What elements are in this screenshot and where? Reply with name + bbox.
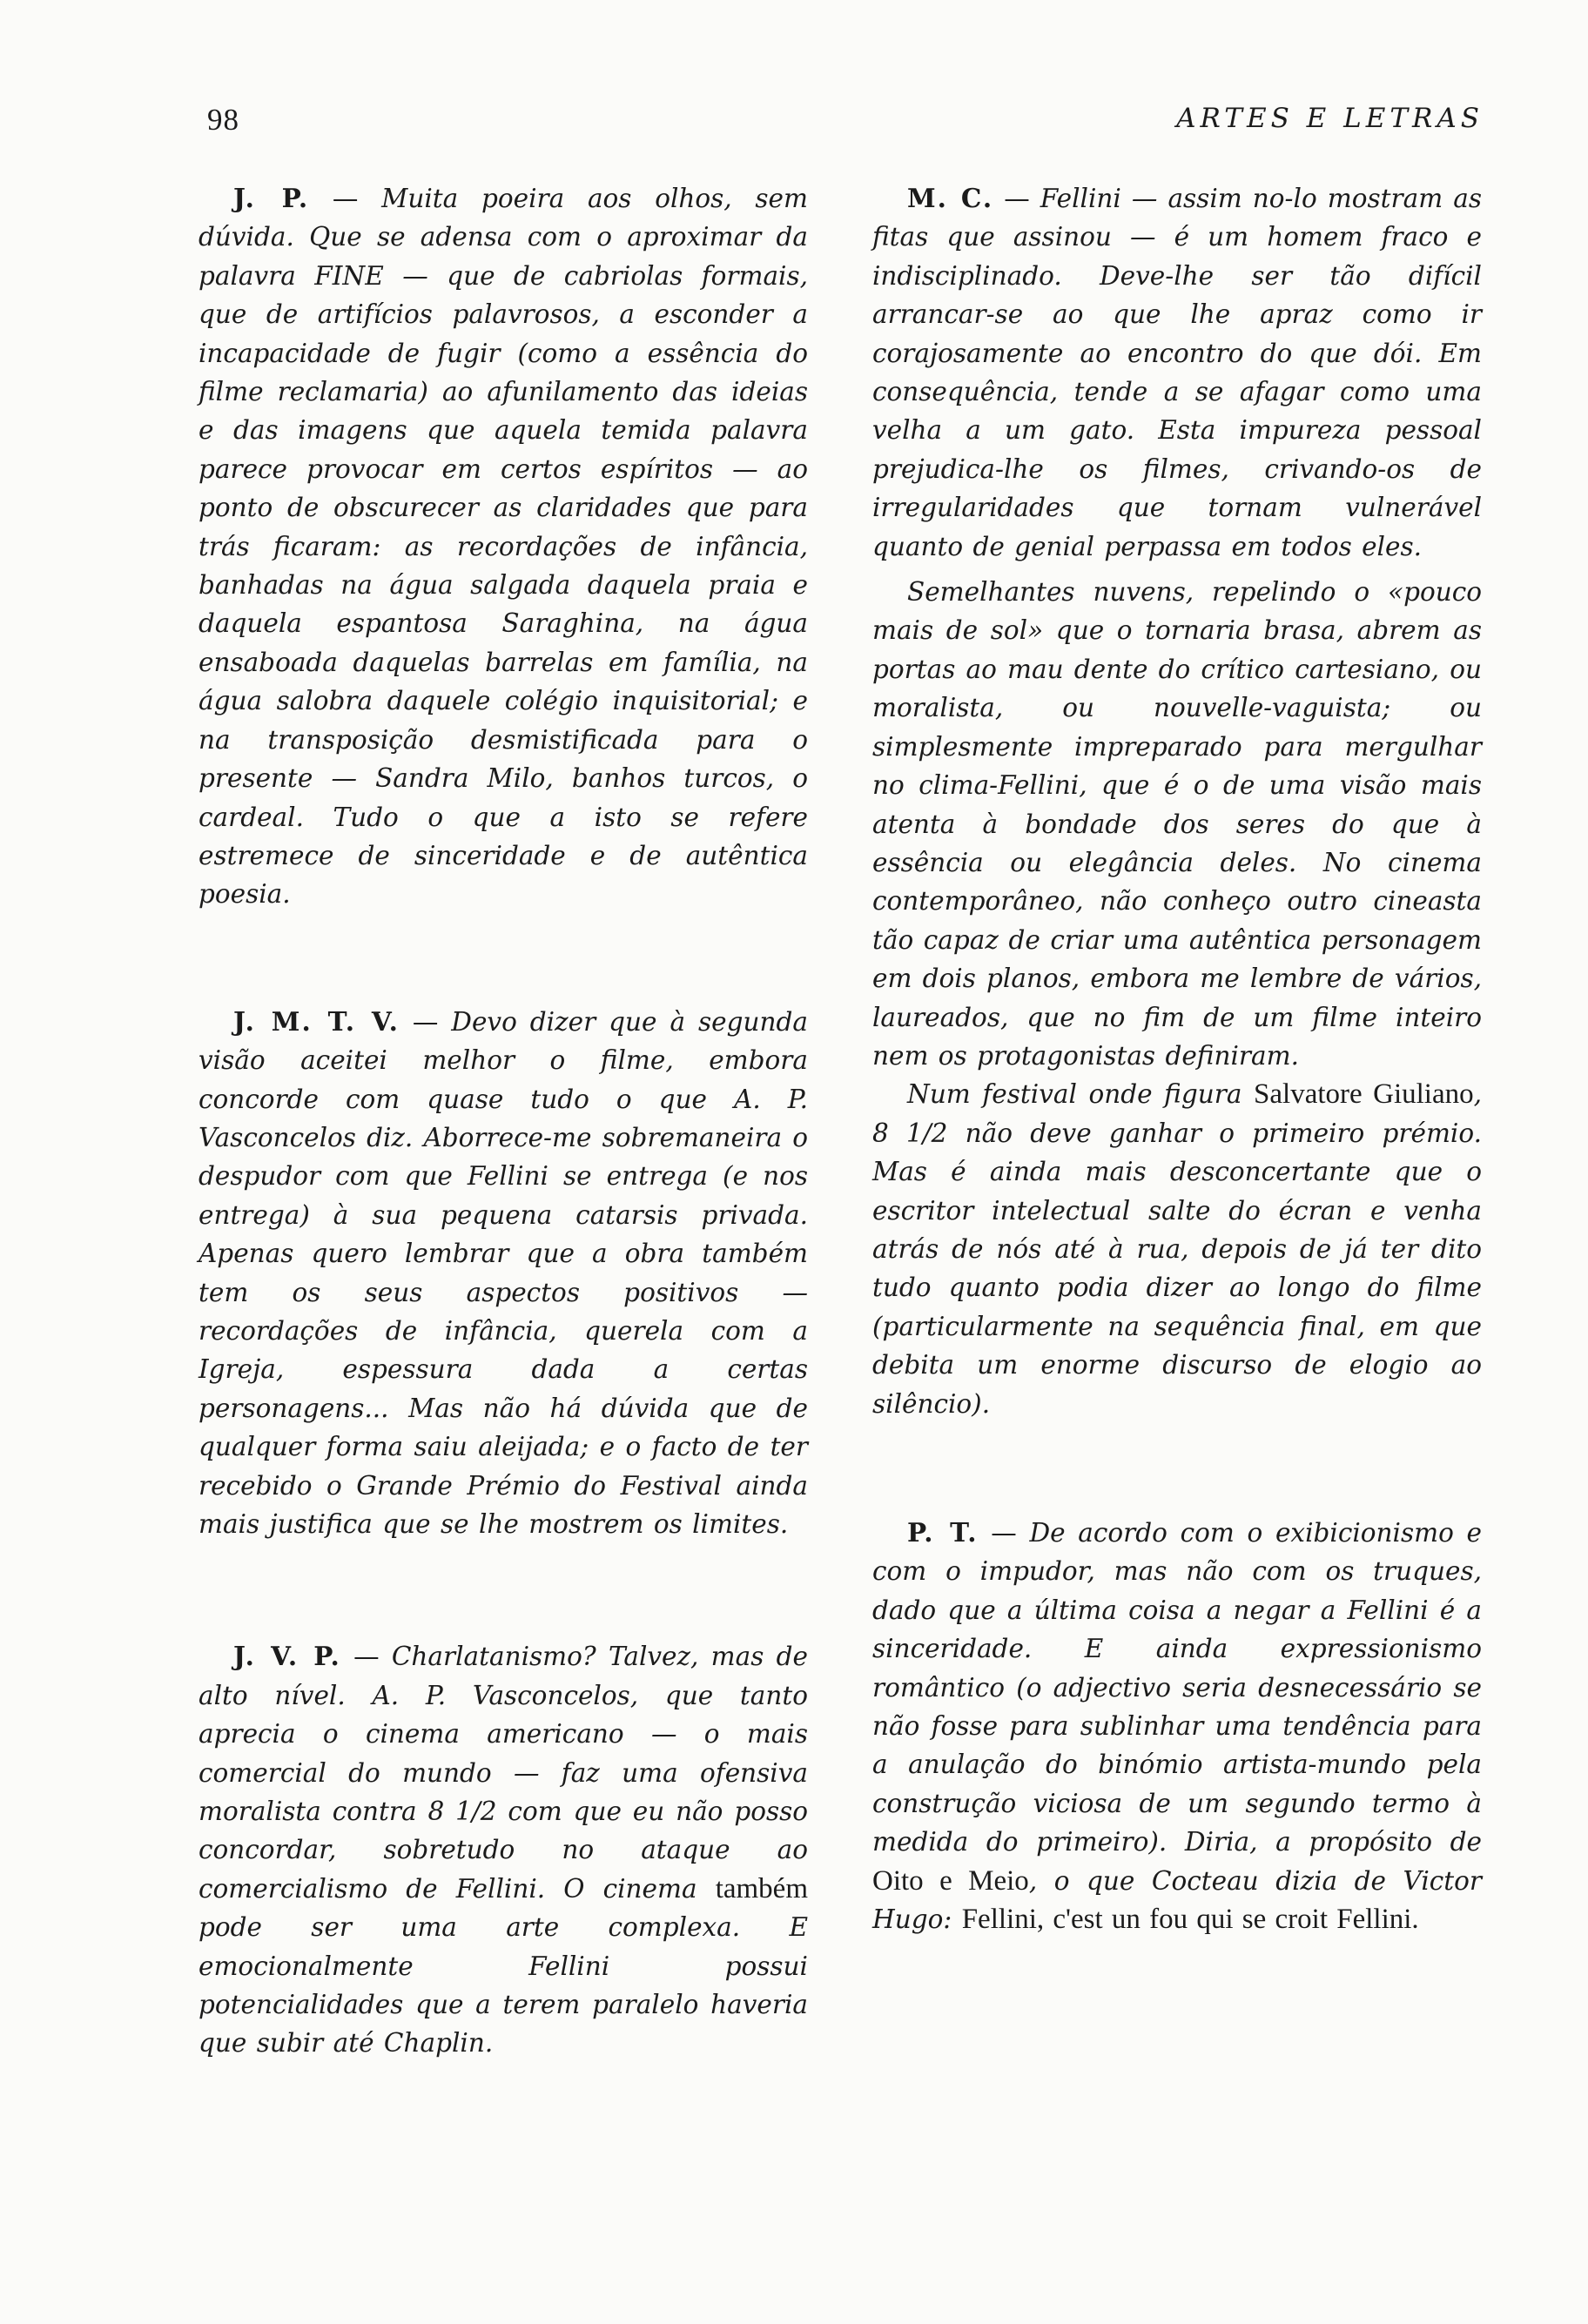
quote-roman: Fellini, c'est un fou qui se croit Fellini. — [961, 1904, 1419, 1936]
left-column — [198, 179, 808, 2063]
entry-mc: M. C. — Fellini — assim no-lo mostram as fitas que assinou — é um homem fraco e indisciplinado. Deve-lhe ser tão difícil arrancar-se ao que lhe apraz como ir corajosamente ao encontro do que dói. Em consequência, tende a se afagar como uma velha a um gato. Esta impureza pessoal prejudica-lhe os filmes, crivando-os de irregularidades que tornam vulnerável quanto de genial perpassa em todos eles. — [872, 183, 1482, 561]
paragraph-semelhantes — [872, 573, 1482, 1075]
author-initials: M. C. — [907, 183, 994, 213]
right-column — [872, 179, 1482, 1938]
entry-jmtv: J. M. T. V. — Devo dizer que à segunda visão aceitei melhor o filme, embora concorde com quase tudo o que A. P. Vasconcelos diz. Aborrece-me sobremaneira o despudor com que Fellini se entrega (e nos entrega) à sua pequena catarsis privada. Apenas quero lembrar que a obra também tem os seus aspectos positivos — recordações de infância, querela com a Igreja, espessura dada a certas personagens... Mas não há dúvida que de qualquer forma saiu aleijada; e o facto de ter recebido o Grande Prémio do Festival ainda mais justifica que se lhe mostrem os limites. — [198, 1005, 808, 1539]
author-initials: J. P. — [233, 183, 310, 213]
entry-text: Fellini — assim no-lo mostram as fitas que assinou — é um homem fraco e indisciplinado. Deve-lhe ser tão difícil arrancar-se ao que lhe apraz como ir corajosamente ao encontro do que dói. Em consequência, tende a se afagar como uma velha a um gato. Esta impureza pessoal prejudica-lhe os filmes, crivando-os de irregularidades que tornam vulnerável quanto de genial perpassa em todos eles. — [872, 184, 1482, 561]
entry-jp: J. P. — Muita poeira aos olhos, sem dúvida. Que se adensa com o aproximar da palavra FINE — que de cabriolas formais, que de artifícios palavrosos, a esconder a incapacidade de fugir (como a essência do filme reclamaria) ao afunilamento das ideias e das imagens que aquela temida palavra parece provocar em certos espíritos — ao ponto de obscurecer as claridades que para trás ficaram: as recordações de infância, banhadas na água salgada daquela praia e daquela espantosa Saraghina, na água ensaboada daquelas barrelas em família, na água salobra daquele colégio inquisitorial; e na transposição desmistificada para o presente — Sandra Milo, banhos turcos, o cardeal. Tudo o que a isto se refere estremece de sinceridade e de autêntica poesia. — [198, 183, 808, 910]
entry-text: Charlatanismo? Talvez, mas de alto nível. A. P. Vasconcelos, que tanto aprecia o cinema americano — o mais comercial do mundo — faz uma ofensiva moralista contra 8 1/2 com que eu não posso concordar, sobretudo no ataque ao comercialismo de Fellini. O cinema — [198, 1642, 808, 1904]
paragraph-festival — [872, 1075, 1482, 1423]
entry-text: , o que Cocteau dizia de Victor Hugo: — [872, 1865, 1482, 1935]
entry-text: Devo dizer que à segunda visão aceitei melhor o filme, embora concorde com quase tudo o que A. P. Vasconcelos diz. Aborrece-me sobremaneira o despudor com que Fellini se entrega (e nos entrega) à sua pequena catarsis privada. Apenas quero lembrar que a obra também tem os seus aspectos positivos — recordações de infância, querela com a Igreja, espessura dada a certas personagens... Mas não há dúvida que de qualquer forma saiu aleijada; e o facto de ter recebido o Grande Prémio do Festival ainda mais justifica que se lhe mostrem os limites. — [198, 1006, 808, 1539]
author-initials: J. V. P. — [233, 1641, 341, 1672]
entry-text-roman: também — [715, 1872, 808, 1904]
page-number: 98 — [207, 103, 239, 137]
page-header — [207, 103, 1484, 146]
author-initials: J. M. T. V. — [233, 1005, 400, 1037]
film-title: Oito e Meio — [872, 1864, 1029, 1897]
author-initials: P. T. — [907, 1517, 979, 1548]
entry-text: pode ser uma arte complexa. E emocionalmente Fellini possui potencialidades que a terem paralelo haveria que subir até Chaplin. — [198, 1912, 808, 2059]
paragraph-text: , 8 1/2 não deve ganhar o primeiro prémio. Mas é ainda mais desconcertante que o escritor intelectual salte do écran e venha atrás de nós até à rua, depois de já ter dito tudo quanto podia dizer ao longo do filme (particularmente na sequência final, em que debita um enorme discurso de elogio ao silêncio). — [872, 1079, 1482, 1419]
film-title: Salvatore Giuliano — [1254, 1078, 1474, 1111]
entry-text: Muita poeira aos olhos, sem dúvida. Que se adensa com o aproximar da palavra FINE — que de cabriolas formais, que de artifícios palavrosos, a esconder a incapacidade de fugir (como a essência do filme reclamaria) ao afunilamento das ideias e das imagens que aquela temida palavra parece provocar em certos espíritos — ao ponto de obscurecer as claridades que para trás ficaram: as recordações de infância, banhadas na água salgada daquela praia e daquela espantosa Saraghina, na água ensaboada daquelas barrelas em família, na água salobra daquele colégio inquisitorial; e na transposição desmistificada para o presente — Sandra Milo, banhos turcos, o cardeal. Tudo o que a isto se refere estremece de sinceridade e de autêntica poesia. — [198, 184, 808, 910]
running-title: ARTES E LETRAS — [1176, 103, 1484, 134]
entry-text: De acordo com o exibicionismo e com o impudor, mas não com os truques, dado que a última coisa a negar a Fellini é a sinceridade. E ainda expressionismo romântico (o adjectivo seria desnecessário se não fosse para sublinhar uma tendência para a anulação do binómio artista-mundo pela construção viciosa de um segundo termo à medida do primeiro). Diria, a propósito de — [872, 1518, 1482, 1857]
entry-jvp: J. V. P. — Charlatanismo? Talvez, mas de alto nível. A. P. Vasconcelos, que tanto aprecia o cinema americano — o mais comercial do mundo — faz uma ofensiva moralista contra 8 1/2 com que eu não posso concordar, sobretudo no ataque ao comercialismo de Fellini. O cinema também pode ser uma arte complexa. E emocionalmente Fellini possui potencialidades que a terem paralelo haveria que subir até Chaplin. — [198, 1641, 808, 2059]
entry-pt: P. T. — De acordo com o exibicionismo e com o impudor, mas não com os truques, dado que a última coisa a negar a Fellini é a sinceridade. E ainda expressionismo romântico (o adjectivo seria desnecessário se não fosse para sublinhar uma tendência para a anulação do binómio artista-mundo pela construção viciosa de um segundo termo à medida do primeiro). Diria, a propósito de Oito e Meio, o que Cocteau dizia de Victor Hugo: Fellini, c'est un fou qui se croit Fellini. — [872, 1517, 1482, 1936]
paragraph-text: Semelhantes nuvens, repelindo o «pouco mais de sol» que o tornaria brasa, abrem as portas ao mau dente do crítico cartesiano, ou moralista, ou nouvelle-vaguista; ou simplesmente impreparado para mergulhar no clima-Fellini, que é o de uma visão mais atenta à bondade dos seres do que à essência ou elegância deles. No cinema contemporâneo, não conheço outro cineasta tão capaz de criar uma autêntica personagem em dois planos, embora me lembre de vários, laureados, que no fim de um filme inteiro nem os protagonistas definiram. — [872, 577, 1482, 1071]
paragraph-text: Num festival onde figura — [907, 1079, 1255, 1110]
